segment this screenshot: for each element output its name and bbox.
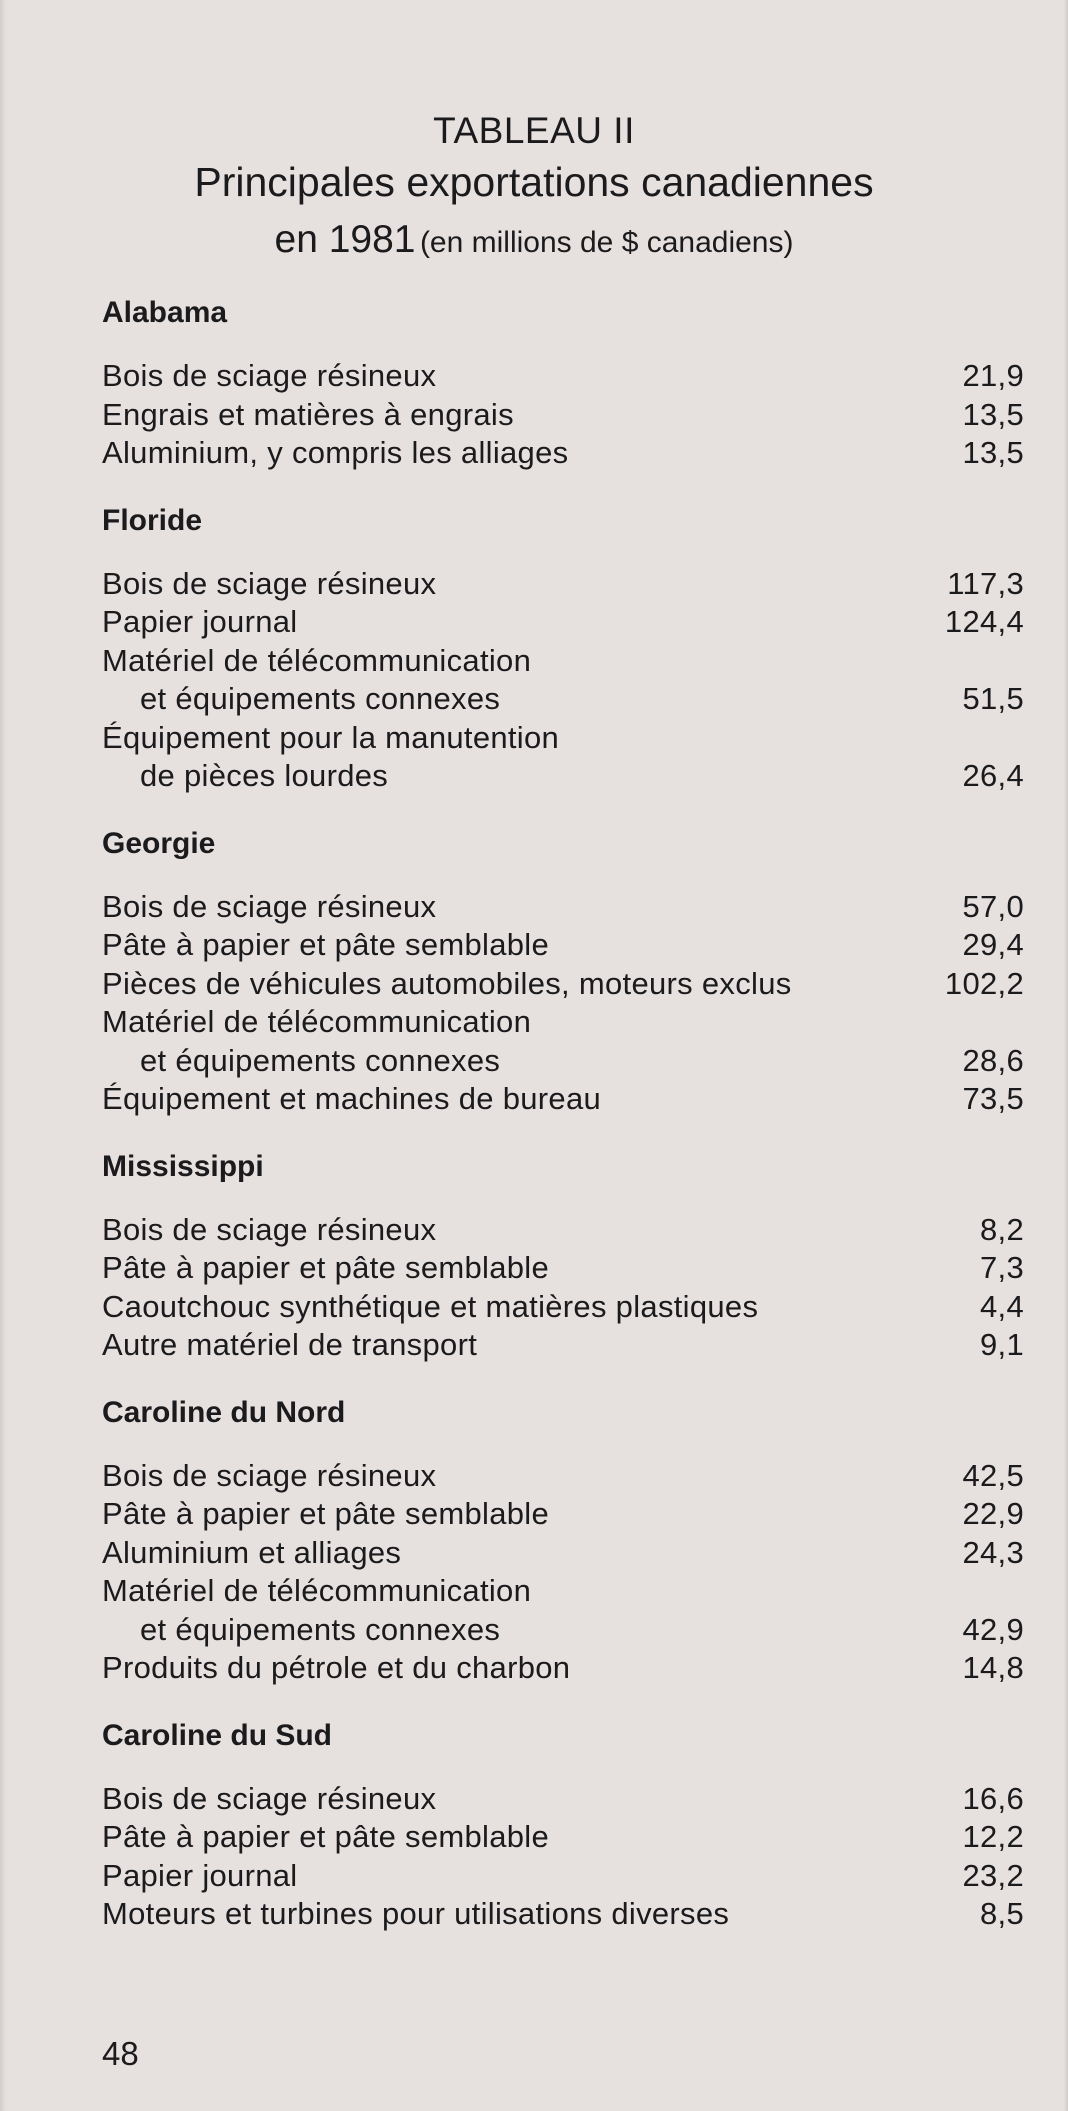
export-row xyxy=(102,1326,1024,1365)
export-product-line: Pâte à papier et pâte semblable xyxy=(102,927,550,962)
export-product xyxy=(102,719,559,796)
export-value: 102,2 xyxy=(944,965,1024,1001)
export-value: 16,6 xyxy=(962,1780,1024,1816)
export-row xyxy=(102,1249,1024,1288)
export-product-line: Équipement et machines de bureau xyxy=(102,1081,602,1116)
export-value: 13,5 xyxy=(962,396,1024,432)
export-row xyxy=(102,1780,1024,1819)
table-subtitle: Principales exportations canadiennes xyxy=(194,159,874,205)
export-product-line: Papier journal xyxy=(102,1857,298,1893)
export-product-line: Aluminium, y compris les alliages xyxy=(102,435,569,470)
export-product-line: Bois de sciage résineux xyxy=(102,1457,437,1493)
export-value: 13,5 xyxy=(962,435,1024,470)
export-product-line: et équipements connexes xyxy=(140,1611,501,1647)
export-product xyxy=(102,1249,549,1288)
export-value: 8,2 xyxy=(980,1211,1024,1247)
export-product-line: Produits du pétrole et du charbon xyxy=(102,1650,571,1685)
export-row xyxy=(102,1495,1024,1534)
state-name: Floride xyxy=(102,503,203,537)
export-value: 7,3 xyxy=(980,1250,1024,1285)
export-row xyxy=(102,1457,1024,1496)
state-section xyxy=(102,1147,1024,1365)
export-value: 24,3 xyxy=(962,1534,1024,1570)
export-product-line: de pièces lourdes xyxy=(140,758,389,793)
export-row xyxy=(102,719,1024,796)
export-product xyxy=(102,1003,531,1080)
state-name: Alabama xyxy=(102,296,228,329)
export-product xyxy=(102,1534,401,1573)
export-product-line: Engrais et matières à engrais xyxy=(102,396,514,432)
export-product xyxy=(102,565,436,604)
export-value: 8,5 xyxy=(980,1896,1024,1931)
export-product-line: Matériel de télécommunication xyxy=(102,642,532,678)
export-row xyxy=(102,888,1024,927)
export-value: 28,6 xyxy=(962,1042,1024,1078)
export-product-line: et équipements connexes xyxy=(140,1042,501,1078)
page-edge-left xyxy=(0,0,6,2111)
export-row xyxy=(102,396,1024,435)
export-value: 22,9 xyxy=(962,1496,1024,1531)
export-product-line: Pièces de véhicules automobiles, moteurs exclus xyxy=(102,965,792,1001)
export-value: 9,1 xyxy=(980,1327,1024,1362)
export-product xyxy=(102,396,514,435)
export-product xyxy=(102,1780,436,1819)
export-value: 117,3 xyxy=(947,565,1024,601)
export-product xyxy=(102,603,297,642)
table-year: en 1981 xyxy=(274,218,416,261)
export-product xyxy=(102,1857,297,1896)
export-value: 14,8 xyxy=(962,1650,1024,1685)
export-product xyxy=(102,1572,531,1649)
state-section xyxy=(102,501,1024,796)
export-value: 42,9 xyxy=(962,1611,1024,1647)
export-product-line: Caoutchouc synthétique et matières plastiques xyxy=(102,1288,759,1324)
export-product-line: Matériel de télécommunication xyxy=(102,1573,532,1608)
export-row xyxy=(102,1534,1024,1573)
export-product xyxy=(102,1211,436,1250)
export-product-line: Bois de sciage résineux xyxy=(102,1211,437,1247)
table-header xyxy=(0,112,1068,260)
export-product-line: Bois de sciage résineux xyxy=(102,1780,437,1816)
state-name: Caroline du Nord xyxy=(102,1395,346,1429)
export-product-line: Autre matériel de transport xyxy=(102,1327,478,1362)
export-product xyxy=(102,1080,601,1119)
export-row xyxy=(102,357,1024,396)
state-name: Caroline du Sud xyxy=(102,1718,333,1752)
page-edge-right xyxy=(1064,0,1068,2111)
export-product xyxy=(102,434,568,473)
export-product xyxy=(102,1649,570,1688)
export-value: 57,0 xyxy=(962,888,1024,924)
state-name: Mississippi xyxy=(102,1149,264,1183)
export-product xyxy=(102,642,531,719)
table-unit: (en millions de $ canadiens) xyxy=(419,226,794,259)
exports-table xyxy=(102,293,1024,1962)
export-row xyxy=(102,1288,1024,1327)
export-row xyxy=(102,926,1024,965)
export-value: 23,2 xyxy=(962,1857,1024,1893)
export-product xyxy=(102,357,436,396)
export-value: 4,4 xyxy=(980,1288,1024,1324)
export-value: 42,5 xyxy=(962,1457,1024,1493)
export-value: 51,5 xyxy=(962,681,1024,716)
export-product xyxy=(102,1895,729,1934)
export-product-line: Pâte à papier et pâte semblable xyxy=(102,1250,550,1285)
state-section xyxy=(102,824,1024,1119)
export-row xyxy=(102,1572,1024,1649)
export-value: 73,5 xyxy=(962,1081,1024,1116)
export-product-line: Matériel de télécommunication xyxy=(102,1004,532,1039)
export-row xyxy=(102,965,1024,1004)
export-product-line: Bois de sciage résineux xyxy=(102,888,437,924)
export-value: 124,4 xyxy=(944,604,1024,639)
export-row xyxy=(102,1857,1024,1896)
export-value: 12,2 xyxy=(962,1819,1024,1854)
export-product-line: Pâte à papier et pâte semblable xyxy=(102,1496,550,1531)
export-product-line: Équipement pour la manutention xyxy=(102,719,560,755)
export-product xyxy=(102,1326,477,1365)
export-row xyxy=(102,1895,1024,1934)
export-product xyxy=(102,1818,549,1857)
table-caption xyxy=(0,220,1068,260)
export-product-line: Aluminium et alliages xyxy=(102,1534,402,1570)
export-product xyxy=(102,888,436,927)
export-product-line: Bois de sciage résineux xyxy=(102,565,437,601)
export-row xyxy=(102,1080,1024,1119)
export-product-line: et équipements connexes xyxy=(140,681,501,716)
export-product xyxy=(102,1457,436,1496)
export-row xyxy=(102,642,1024,719)
export-product xyxy=(102,1288,758,1327)
state-section xyxy=(102,1716,1024,1934)
export-product xyxy=(102,1495,549,1534)
export-row xyxy=(102,565,1024,604)
export-row xyxy=(102,1818,1024,1857)
export-product-line: Moteurs et turbines pour utilisations diverses xyxy=(102,1896,730,1931)
state-section xyxy=(102,293,1024,473)
export-value: 29,4 xyxy=(962,927,1024,962)
export-product-line: Pâte à papier et pâte semblable xyxy=(102,1819,550,1854)
state-name: Georgie xyxy=(102,826,216,860)
table-title: TABLEAU II xyxy=(433,110,635,151)
state-section xyxy=(102,1393,1024,1688)
export-product xyxy=(102,965,792,1004)
export-row xyxy=(102,603,1024,642)
export-product-line: Papier journal xyxy=(102,604,298,639)
export-value: 21,9 xyxy=(962,358,1024,393)
export-row xyxy=(102,1649,1024,1688)
export-product-line: Bois de sciage résineux xyxy=(102,358,437,393)
export-row xyxy=(102,1003,1024,1080)
export-product xyxy=(102,926,549,965)
export-value: 26,4 xyxy=(962,758,1024,793)
page-number: 48 xyxy=(102,2035,139,2072)
export-row xyxy=(102,1211,1024,1250)
export-row xyxy=(102,434,1024,473)
